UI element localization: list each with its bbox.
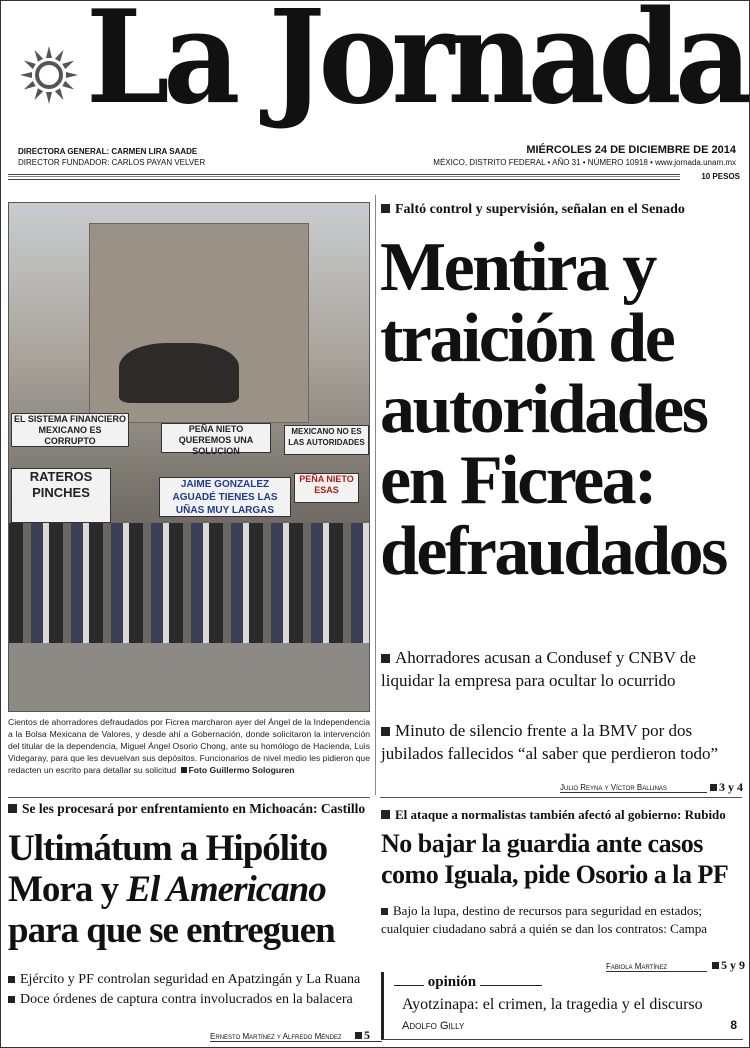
story3-pages: [712, 958, 745, 973]
page-ref: 5 y 9: [721, 958, 745, 972]
sub-text: Ahorradores acusan a Condusef y CNBV de liquidar la empresa para ocultar lo ocurrido: [381, 648, 696, 690]
masthead-date: [433, 144, 736, 169]
byline-text: Fabiola Martínez: [606, 962, 707, 972]
photo-credit: Foto Guillermo Sologuren: [188, 765, 295, 775]
pavement: [9, 633, 370, 712]
protest-sign: PEÑA NIETO ESAS: [294, 473, 359, 503]
story2-sub-1: [8, 970, 372, 990]
story3-sub: [381, 902, 745, 938]
page-ref: 3 y 4: [719, 780, 743, 794]
protest-sign: PEÑA NIETO QUEREMOS UNA SOLUCION: [161, 423, 271, 453]
opinion-title[interactable]: Ayotzinapa: el crimen, la tragedia y el discurso: [402, 996, 703, 1013]
story2-sub-2: [8, 990, 372, 1010]
kicker-text: El ataque a normalistas también afectó al gobierno: Rubido: [395, 807, 726, 822]
headline-part: Ultimátum a Hipólito Mora y: [8, 828, 328, 910]
protest-sign: EL SISTEMA FINANCIERO MEXICANO ES CORRUPTO: [11, 413, 129, 447]
director: DIRECTOR FUNDADOR: CARLOS PAYAN VELVER: [18, 158, 206, 167]
opinion-box: [381, 972, 743, 1040]
sub-text: Minuto de silencio frente a la BMV por dos jubilados fallecidos “al saber que perdieron todo”: [381, 721, 719, 763]
lead-sub-2: [381, 719, 745, 765]
edition-info: MÉXICO, DISTRITO FEDERAL • AÑO 31 • NÚMERO 10918 • www.jornada.unam.mx: [433, 158, 736, 167]
sub-text: Doce órdenes de captura contra involucrados en la balacera: [20, 992, 353, 1007]
lead-byline: [560, 777, 707, 795]
crowd: [9, 523, 370, 643]
masthead-credits: [18, 146, 205, 168]
opinion-label: [394, 974, 542, 991]
kicker-text: Se les procesará por enfrentamiento en Michoacán: Castillo: [22, 801, 366, 816]
masthead-rule: [8, 174, 680, 180]
headline-part: para que se entreguen: [8, 910, 335, 951]
page-ref: 5: [364, 1028, 370, 1042]
label-text: opinión: [427, 974, 477, 990]
story3-kicker: [381, 807, 726, 823]
price: 10 PESOS: [701, 172, 740, 181]
lead-pages: [710, 780, 743, 795]
masthead-logo: La Jornada: [86, 0, 746, 133]
byline-text: Julio Reyna y Víctor Ballinas: [560, 783, 707, 793]
opinion-page: 8: [730, 1018, 737, 1032]
story2-pages: [355, 1028, 370, 1043]
column-divider: [375, 195, 376, 795]
lion-statue: [119, 343, 239, 403]
sub-text: Bajo la lupa, destino de recursos para seguridad en estados; cualquier ciudadano sabrá a quién se dan los contratos: Campa: [381, 903, 707, 936]
divider: [380, 797, 742, 798]
divider: [8, 797, 370, 798]
story2-headline: [8, 828, 370, 951]
kicker-text: Faltó control y supervisión, señalan en el Senado: [395, 202, 685, 217]
bullet-icon: [381, 204, 390, 213]
sub-text: Ejército y PF controlan seguridad en Apatzingán y La Ruana: [20, 972, 361, 987]
protest-sign: JAIME GONZALEZ AGUADÉ TIENES LAS UÑAS MUY LARGAS: [159, 477, 291, 517]
lead-kicker: [381, 202, 685, 218]
lead-sub-1: [381, 646, 745, 692]
lead-headline: Mentira y traición de autoridades en Ficrea: defraudados: [380, 229, 726, 590]
story2-subs: [8, 970, 372, 1010]
protest-sign: MEXICANO NO ES LAS AUTORIDADES: [284, 425, 369, 455]
directora: DIRECTORA GENERAL: CARMEN LIRA SAADE: [18, 147, 198, 156]
story2-kicker: [8, 801, 365, 817]
headline-italic: El Americano: [126, 869, 326, 910]
protest-sign: RATEROS PINCHES: [11, 468, 111, 523]
caption-text: Cientos de ahorradores defraudados por Ficrea marcharon ayer del Ángel de la Independencia a la Bolsa Mexicana de Valores, y desde ahí a Gobernación, donde solicitaron la intervención del titular de la dependencia, Miguel Ángel Osorio Chong, ante su homólogo de Hacienda, Luis Videgaray, para que les devuelvan sus depósitos. Funcionarios de nivel medio les pidieron que redacten un escrito para detallar su solicitud: [8, 717, 370, 775]
sun-logo-icon: [18, 44, 80, 106]
date: MIÉRCOLES 24 DE DICIEMBRE DE 2014: [526, 144, 736, 156]
photo-caption: [8, 716, 370, 776]
byline-text: Ernesto Martínez y Alfredo Méndez: [210, 1032, 382, 1042]
lead-photo: [8, 202, 370, 712]
story3-headline: No bajar la guardia ante casos como Iguala, pide Osorio a la PF: [381, 829, 729, 889]
opinion-author: Adolfo Gilly: [402, 1020, 465, 1032]
